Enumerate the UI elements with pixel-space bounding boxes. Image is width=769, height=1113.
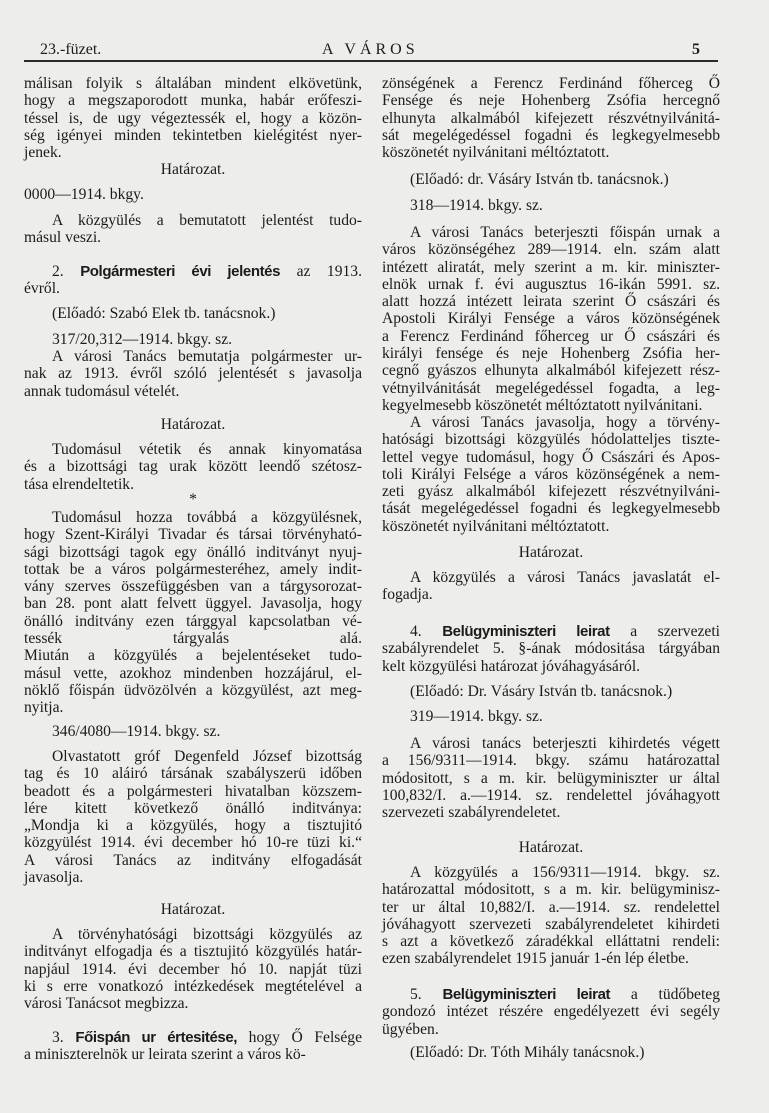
paragraph [24,509,362,717]
section-heading [24,901,362,918]
agenda-item [382,623,720,675]
text-line: s azt a következő záradékkal elláttatni rendeli: [382,933,720,951]
text-line: fogadja. [382,586,433,604]
text-line: A városi tanács beterjeszti kihirdetés végett [410,735,720,752]
text-line: A közgyülés a bemutatott jelentést tudo- [52,212,362,229]
text-line: nyitja. [24,699,64,717]
text-line: zönségének a Ferencz Ferdinánd főherceg Ő [382,75,720,92]
agenda-title: Polgármesteri évi jelentés [80,263,281,280]
agenda-item [24,1029,362,1064]
paragraph [382,735,720,821]
text-line: határozattal módositott, s a m. kir. belügyminisz- [382,881,720,899]
text-line: szervezeti szabályrendeletet. [382,804,561,822]
text-line: és a bizottsági tag urak között leendő szétosz- [24,458,362,476]
text-line: Miután a közgyülés a bejelentéseket tudo- [24,647,362,665]
paragraph [382,569,720,604]
paragraph [24,441,362,493]
agenda-title: Belügyminiszteri leirat [442,623,610,640]
text-segment: 2. [52,263,81,280]
text-line: a Ferencz Ferdinánd főherceg ur Ő császári és [382,327,720,345]
text-line [382,986,720,1003]
text-line: kegyelmesebb köszönetét méltóztatott nyilvánitani. [382,396,703,414]
text-line: 100,832/I. a.—1914. sz. rendelettel jóváhagyott [382,786,720,804]
text-segment: a tüdőbeteg [610,986,720,1003]
text-line: önálló inditvány ezen tárggyal kapcsolatban vé- [24,612,362,630]
text-line: Apostoli Királyi Fensége a város közönségének [382,310,720,328]
text-line: tag és 10 aláiró társának szabályszerü időben [24,765,362,783]
paragraph [382,864,720,968]
text-segment: az 1913. [280,263,362,280]
text-line: kelt közgyülési határozat jóváhagyásáról. [382,657,641,675]
text-line: Határozat. [160,161,226,178]
text-line: évről. [24,280,60,298]
text-line: Tudomásul hozza továbbá a közgyülésnek, [52,509,362,526]
reference-number [24,723,362,740]
text-line [24,1029,362,1046]
text-segment: 4. [410,623,443,640]
text-line: tása elrendeltetik. [24,475,134,493]
reference-number [382,708,720,725]
text-line: köszönetét nyilvánitani méltóztatott. [382,144,610,162]
text-line: 0000—1914. bkgy. [24,186,144,203]
text-line: A közgyülés a városi Tanács javaslatát el- [410,569,720,586]
paragraph [24,926,362,1012]
text-line: 318—1914. bkgy. sz. [410,197,543,214]
text-line: lére kitett következő önálló inditványa: [24,799,362,817]
text-line: téssel is, de ugy végeztessék el, hogy a közön- [24,109,362,127]
paragraph [24,348,362,400]
text-line: jenek. [24,144,62,162]
text-line: elhunyta alkalmából kifejezett részvétnyilvánitá- [382,109,720,127]
text-line: vétnyilvánitását megelégedéssel fogadta, a leg- [382,379,720,397]
text-line: nöklő főispán üdvözölvén a közgyülést, azt meg- [24,681,362,699]
text-line: javasolja. [24,869,84,887]
text-line: tessék tárgyalás alá. [24,630,362,648]
text-line: másul vette, azokhoz mindenben hozzájárul, el- [24,664,362,682]
text-line: jóváhagyott szervezeti szabályrendeletet kihirdeti [382,915,720,933]
agenda-title: Belügyminiszteri leirat [442,986,611,1003]
text-line: Határozat. [518,544,584,561]
text-line: A városi Tanács javasolja, hogy a törvény- [410,414,720,431]
text-line: nak az 1913. évről szóló jelentését s javasolja [24,365,362,383]
agenda-item [382,986,720,1038]
text-line: lettel vegye tudomásul, hogy Ő Császári és Apos- [382,448,720,466]
text-line: Határozat. [518,839,584,856]
text-line: ter ur által 10,882/I. a.—1914. sz. rendelettel [382,898,720,916]
text-line: Olvastatott gróf Degenfeld József bizottság [52,748,362,765]
text-segment: hogy Ő Felsége [237,1029,363,1046]
presenter [382,683,720,700]
text-line: közgyülést 1914. évi december hó 10-re tüzi ki.“ [24,834,362,852]
reference-number [24,331,362,348]
text-line: * [189,491,197,508]
text-line: A közgyülés a 156/9311—1914. bkgy. sz. [410,864,720,881]
text-line: alatt hozzá intézett leirata szerint Ő császári és [382,293,720,311]
paragraph [24,748,362,886]
text-line: elnök urnak f. évi augusztus 16-ikán 5991. sz. [382,275,720,293]
presenter [382,1044,720,1061]
presenter [24,305,362,322]
section-heading [382,839,720,856]
text-line: város közönségéhez 289—1914. eln. szám alatt [382,241,720,259]
text-line: Határozat. [160,416,226,433]
text-line [24,263,362,280]
text-line: a 156/9311—1914. bkgy. számu határozattal [382,752,720,770]
text-line: szabályrendelet 5. §-ának módositása tárgyában [382,640,720,658]
text-line: inditványt elfogadja és a tisztujitó közgyülés határ- [24,943,362,961]
text-line: „Mondja ki a közgyülés, hogy a tisztujitó [24,817,362,835]
header-rule [24,60,718,62]
text-line: A városi Tanács az inditvány elfogadását [24,851,362,869]
text-line: hatósági bizottsági közgyülés hódolatteljes tiszte- [382,431,720,449]
section-heading [24,161,362,178]
text-line: 346/4080—1914. bkgy. sz. [52,723,221,740]
text-line: napjául 1914. évi december hó 10. napját tüzi [24,960,362,978]
text-line: hogy a megszaporodott munka, habár erőfeszi- [24,92,362,110]
text-line: Tudomásul vétetik és annak kinyomatása [52,441,362,458]
text-line: A városi Tanács bemutatja polgármester ur- [52,348,362,365]
paragraph [382,224,720,414]
text-line: (Előadó: Szabó Elek tb. tanácsnok.) [52,305,276,322]
text-line: málisan folyik s általában mindent elkövetünk, [24,75,362,92]
text-line: tottak be a város polgármesteréhez, amely indit- [24,560,362,578]
text-line: toli Királyi Felsége a város közönségének a nem- [382,465,720,483]
paragraph [24,212,362,247]
text-line: Fensége és neje Hohenberg Zsófia hercegnő [382,92,720,110]
text-line: sát megelégedéssel fogadni és legkegyelmesebb [382,126,720,144]
reference-number [24,186,362,203]
paragraph [382,414,720,535]
paragraph [382,75,720,161]
presenter [382,171,720,188]
text-line: (Előadó: Dr. Tóth Mihály tanácsnok.) [410,1044,645,1061]
text-segment: 5. [410,986,443,1003]
reference-number [382,197,720,214]
text-line: a miniszterelnök ur leirata szerint a város kö- [24,1046,306,1064]
text-line: sági bizottsági tagok egy önálló inditványt nyuj- [24,543,362,561]
text-line: intézett aliratát, mely szerint a m. kir. miniszter- [382,258,720,276]
text-line: ban 28. pont alatt felvett üggyel. Javasolja, hogy [24,595,362,613]
text-line: 319—1914. bkgy. sz. [410,708,543,725]
text-line: tását megelégedéssel fogadni és legkegyelmesebb [382,500,720,518]
section-heading [24,416,362,433]
agenda-item [24,263,362,298]
text-line: Határozat. [160,901,226,918]
agenda-title: Főispán ur értesitése, [75,1029,238,1046]
text-line [382,623,720,640]
separator-asterisk [24,491,362,508]
text-line: beadott és a polgármesteri hivatalban közszem- [24,782,362,800]
text-line: cegnő gyászos elhunyta alkalmából kifejezett rész- [382,362,720,380]
text-line: királyi fensége és neje Hohenberg Zsófia her- [382,345,720,363]
paragraph [24,75,362,161]
text-line: módositott, s a m. kir. belügyminiszter ur által [382,769,720,787]
text-line: köszönetét nyilvánitani méltóztatott. [382,517,610,535]
text-line: zeti gyász alkalmából kifejezett részvétnyilváni- [382,483,720,501]
text-line: ség igényei minden tekintetben kielégitést nyer- [24,126,362,144]
text-line: vány szerves összefüggésben van a tárgysorozat- [24,578,362,596]
text-line: ügyében. [382,1020,439,1038]
issue-number: 23.-füzet. [40,41,102,58]
text-line: gondozó intézet részére engedélyezett évi segély [382,1003,720,1021]
text-line: (Előadó: Dr. Vásáry István tb. tanácsnok.) [410,683,673,700]
text-line: annak tudomásul vételét. [24,382,180,400]
text-line: (Előadó: dr. Vásáry István tb. tanácsnok.) [410,171,669,188]
text-line: 317/20,312—1914. bkgy. sz. [52,331,233,348]
text-line: ki s erre vonatkozó intézkedések megtételével a [24,977,362,995]
text-line: városi Tanácsot megbizza. [24,995,189,1013]
text-line: A városi Tanács beterjeszti főispán urnak a [410,224,720,241]
page-number: 5 [692,41,700,58]
section-heading [382,544,720,561]
text-line: másul veszi. [24,229,102,247]
journal-title: A VÁROS [322,41,419,58]
text-line: ezen szabályrendelet 1915 január 1-én lép életbe. [382,950,689,968]
text-segment: a szervezeti [609,623,720,640]
text-line: A törvényhatósági bizottsági közgyülés az [52,926,362,943]
text-segment: 3. [52,1029,76,1046]
text-line: hogy Szent-Királyi Tivadar és társai törvényható- [24,526,362,544]
